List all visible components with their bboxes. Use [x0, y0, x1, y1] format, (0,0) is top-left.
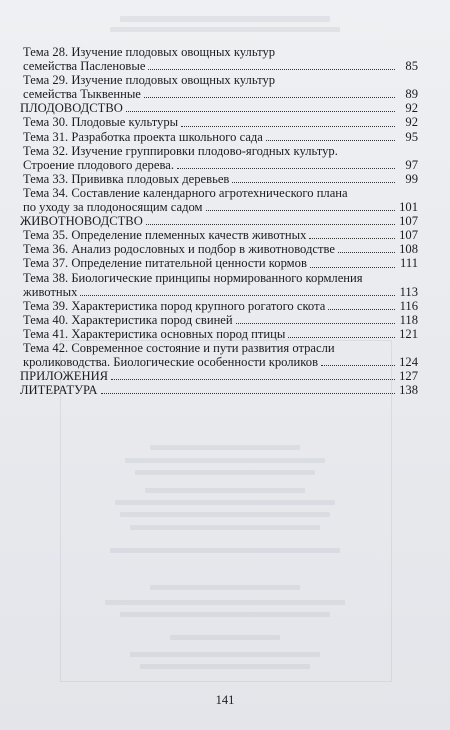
dot-leader — [266, 139, 395, 141]
show-through-mark — [110, 548, 340, 553]
dot-leader — [288, 336, 395, 338]
toc-entry-title: ЖИВОТНОВОДСТВО — [20, 214, 143, 229]
toc-entry-line — [23, 200, 418, 214]
toc-entry-title: ПЛОДОВОДСТВО — [20, 101, 123, 116]
toc-entry — [20, 327, 418, 341]
dot-leader — [126, 110, 395, 112]
toc-entry — [20, 271, 418, 299]
toc-entry-line — [23, 271, 418, 285]
toc-page-number: 113 — [399, 284, 418, 299]
dot-leader — [232, 181, 395, 183]
dot-leader — [101, 392, 396, 394]
toc-page-number: 99 — [405, 171, 418, 186]
toc-entry-title: Тема 34. Составление календарного агротехнического плана — [23, 185, 348, 200]
toc-entry-line — [23, 172, 418, 186]
toc-page-number: 116 — [399, 298, 418, 313]
toc-entry-title: Тема 28. Изучение плодовых овощных культур — [23, 45, 276, 59]
toc-entry-line — [23, 45, 418, 59]
toc-entry — [20, 45, 418, 73]
toc-page-number: 107 — [399, 228, 418, 243]
show-through-mark — [120, 512, 330, 517]
toc-entry-line — [23, 87, 418, 101]
toc-entry-title: Тема 31. Разработка проекта школьного сада — [23, 129, 263, 144]
show-through-mark — [130, 525, 320, 530]
toc-entry-line — [23, 158, 418, 172]
dot-leader — [181, 125, 395, 127]
toc-entry — [20, 172, 418, 186]
toc-entry-line — [20, 369, 418, 383]
toc-page-number: 127 — [399, 369, 418, 384]
show-through-mark — [170, 635, 280, 640]
toc-entry — [20, 313, 418, 327]
toc-entry — [20, 73, 418, 101]
toc-entry-line — [23, 341, 418, 355]
show-through-mark — [120, 612, 330, 617]
toc-entry-title: животных — [23, 284, 78, 299]
show-through-mark — [135, 470, 315, 475]
toc-entry — [20, 186, 418, 214]
toc-page-number: 121 — [399, 326, 418, 341]
dot-leader — [148, 68, 395, 70]
toc-entry-title: по уходу за плодоносящим садом — [23, 200, 203, 215]
toc-entry-line — [23, 130, 418, 144]
show-through-mark — [150, 445, 300, 450]
dot-leader — [309, 237, 395, 239]
toc-page-number: 92 — [405, 101, 418, 116]
dot-leader — [236, 322, 395, 324]
toc-entry — [20, 130, 418, 144]
show-through-mark — [110, 27, 340, 32]
dot-leader — [328, 308, 395, 310]
show-through-mark — [140, 664, 310, 669]
toc-entry-title: Тема 42. Современное состояние и пути развития отрасли — [23, 340, 335, 355]
show-through-mark — [130, 652, 320, 657]
dot-leader — [310, 266, 395, 268]
toc-entry-line — [23, 285, 418, 299]
toc-page-number: 97 — [405, 157, 418, 172]
toc-entry — [20, 144, 418, 172]
toc-page-number: 92 — [405, 115, 418, 130]
toc-entry-title: ПРИЛОЖЕНИЯ — [20, 369, 109, 384]
toc-entry-line — [23, 242, 418, 256]
dot-leader — [321, 364, 395, 366]
dot-leader — [338, 251, 395, 253]
show-through-mark — [145, 488, 305, 493]
toc-entry-title: Тема 33. Прививка плодовых деревьев — [23, 171, 230, 186]
toc-section — [20, 369, 418, 383]
show-through-mark — [115, 500, 335, 505]
toc-entry-line — [23, 355, 418, 369]
toc-page-number: 107 — [399, 214, 418, 229]
toc-page-number: 85 — [405, 59, 418, 74]
toc-entry-title: Тема 41. Характеристика основных пород птицы — [23, 326, 286, 341]
toc-section — [20, 383, 418, 397]
toc-entry-title: Строение плодового дерева. — [23, 157, 174, 172]
toc-entry-line — [20, 383, 418, 397]
show-through-mark — [120, 16, 330, 22]
dot-leader — [111, 378, 395, 380]
toc-entry-line — [20, 101, 418, 115]
toc-entry-title: ЛИТЕРАТУРА — [20, 383, 98, 398]
toc-entry — [20, 242, 418, 256]
toc-entry-title: Тема 30. Плодовые культуры — [23, 115, 179, 130]
toc-entry — [20, 256, 418, 270]
dot-leader — [144, 96, 395, 98]
toc-entry-title: Тема 40. Характеристика пород свиней — [23, 312, 233, 327]
toc-page-number: 118 — [399, 312, 418, 327]
toc-page-number: 108 — [399, 242, 418, 257]
toc-entry-title: Тема 39. Характеристика пород крупного рогатого скота — [23, 298, 326, 313]
toc-entry-line — [23, 313, 418, 327]
toc-entry-title: Тема 35. Определение племенных качеств животных — [23, 228, 307, 243]
show-through-mark — [150, 585, 300, 590]
toc-entry-line — [23, 327, 418, 341]
toc-entry-line — [20, 214, 418, 228]
toc-entry-line — [23, 59, 418, 73]
toc-entry-line — [23, 299, 418, 313]
toc-page-number: 89 — [405, 87, 418, 102]
toc-entry-title: кролиководства. Биологические особенности кроликов — [23, 355, 319, 370]
toc-entry-title: Тема 37. Определение питательной ценности кормов — [23, 256, 307, 271]
toc-entry-line — [23, 256, 418, 270]
toc-section — [20, 214, 418, 228]
toc-entry — [20, 299, 418, 313]
show-through-mark — [105, 600, 345, 605]
toc-page-number: 95 — [405, 129, 418, 144]
dot-leader — [146, 223, 395, 225]
toc-entry — [20, 228, 418, 242]
toc-entry — [20, 115, 418, 129]
toc-entry-line — [23, 115, 418, 129]
toc-entry-line — [23, 228, 418, 242]
toc-entry-title: Тема 36. Анализ родословных и подбор в животноводстве — [23, 242, 335, 257]
toc-entry-line — [23, 144, 418, 158]
show-through-mark — [125, 458, 325, 463]
table-of-contents — [20, 45, 418, 397]
toc-section — [20, 101, 418, 115]
toc-page-number: 138 — [399, 383, 418, 398]
toc-entry-title: Тема 29. Изучение плодовых овощных культур — [23, 73, 276, 88]
toc-entry-line — [23, 73, 418, 87]
toc-entry-title: семейства Тыквенные — [23, 87, 141, 102]
toc-page-number: 101 — [399, 200, 418, 215]
dot-leader — [80, 294, 395, 296]
toc-entry — [20, 341, 418, 369]
page-number: 141 — [215, 693, 235, 707]
dot-leader — [206, 209, 395, 211]
toc-page-number: 111 — [400, 256, 418, 271]
toc-entry-title: Тема 32. Изучение группировки плодово-ягодных культур. — [23, 143, 338, 158]
dot-leader — [177, 167, 395, 169]
toc-entry-title: семейства Пасленовые — [23, 59, 146, 74]
toc-page-number: 124 — [399, 355, 418, 370]
toc-entry-line — [23, 186, 418, 200]
toc-entry-title: Тема 38. Биологические принципы нормированного кормления — [23, 270, 363, 285]
